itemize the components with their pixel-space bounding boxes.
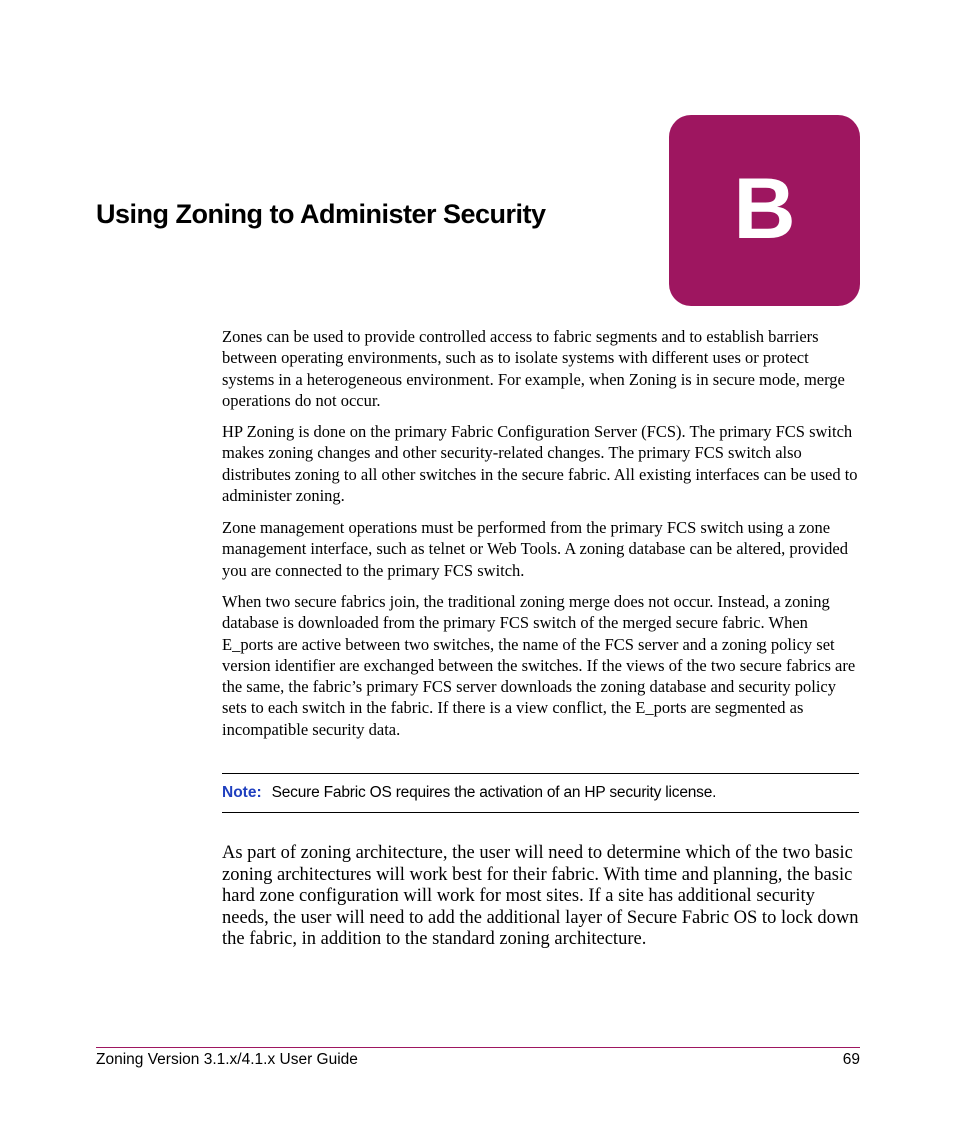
body-paragraph: Zone management operations must be performed from the primary FCS switch using a zone management interface, such as telnet or Web Tools. A zoning database can be altered, provided you are connected to the primary FCS switch. bbox=[222, 518, 848, 580]
chapter-letter: B bbox=[733, 160, 796, 257]
note-label: Note: bbox=[222, 784, 262, 801]
body-paragraph: HP Zoning is done on the primary Fabric Configuration Server (FCS). The primary FCS switch makes zoning changes and other security-related changes. The primary FCS switch also distributes zoning to all other switches in the secure fabric. All existing interfaces can be used to administer zoning. bbox=[222, 422, 858, 505]
note-text: Secure Fabric OS requires the activation of an HP security license. bbox=[271, 784, 717, 801]
footer-title: Zoning Version 3.1.x/4.1.x User Guide bbox=[96, 1051, 358, 1068]
body-paragraph: Zones can be used to provide controlled access to fabric segments and to establish barriers between operating environments, such as to isolate systems with different uses or protect systems in a heterogeneous environment. For example, when Zoning is in secure mode, merge operations do not occur. bbox=[222, 327, 845, 410]
footer-rule bbox=[96, 1047, 860, 1048]
page-number: 69 bbox=[842, 1051, 860, 1068]
note-box bbox=[222, 773, 859, 813]
chapter-tab bbox=[669, 115, 860, 306]
body-paragraph: When two secure fabrics join, the traditional zoning merge does not occur. Instead, a zoning database is downloaded from the primary FCS switch of the merged secure fabric. When E_ports are active between two switches, the name of the FCS server and a zoning policy set version identifier are exchanged between the switches. If the views of the two secure fabrics are the same, the fabric’s primary FCS server downloads the zoning database and security policy sets to each switch in the fabric. If there is a view conflict, the E_ports are segmented as incompatible security data. bbox=[222, 592, 856, 739]
chapter-title: Using Zoning to Administer Security bbox=[96, 199, 546, 229]
body-paragraph: As part of zoning architecture, the user will need to determine which of the two basic zoning architectures will work best for their fabric. With time and planning, the basic hard zone configuration will work for most sites. If a site has additional security needs, the user will need to add the additional layer of Secure Fabric OS to lock down the fabric, in addition to the standard zoning architecture. bbox=[222, 843, 859, 949]
